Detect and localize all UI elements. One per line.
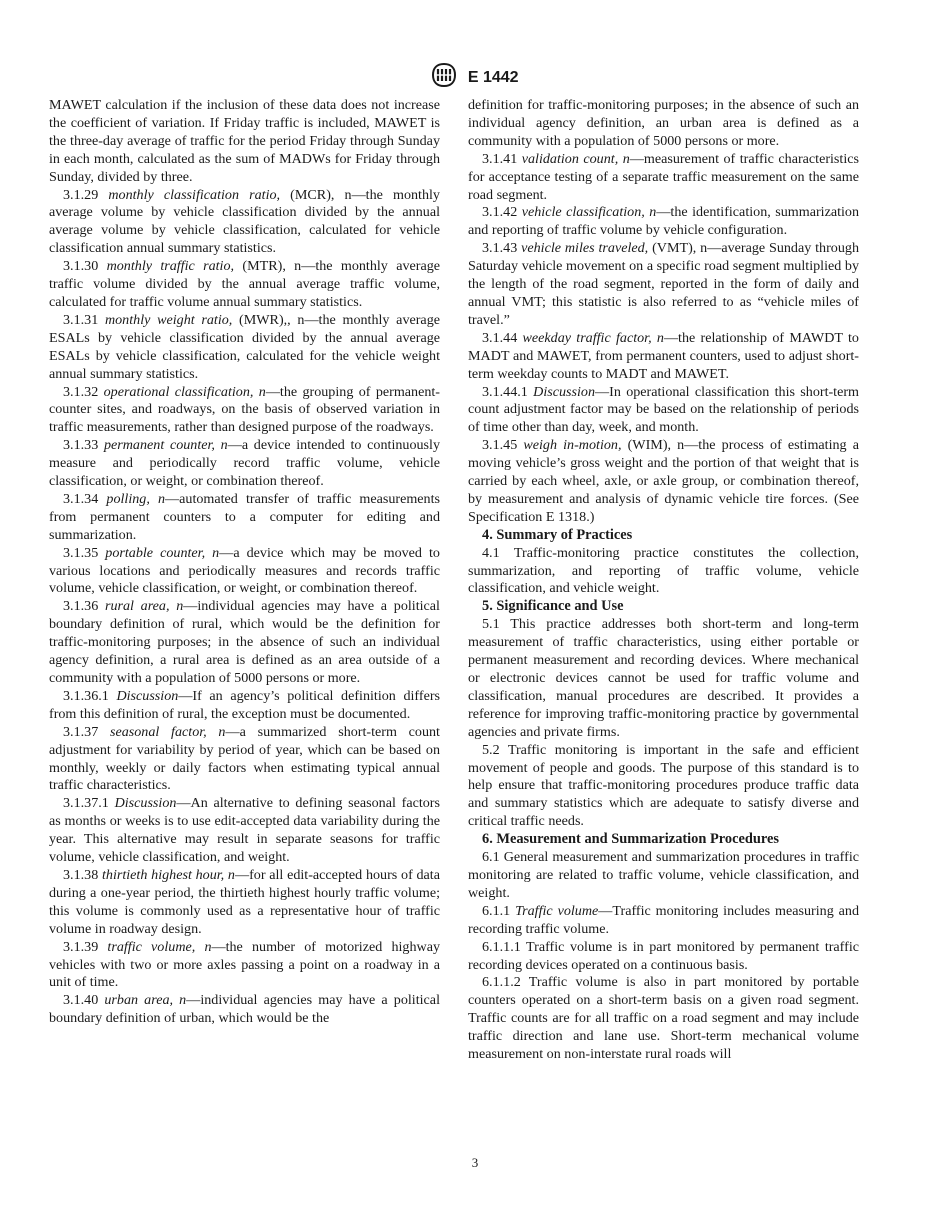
- definition-3-1-36: 3.1.36 rural area, n—individual agencies may have a political boundary definition of rural, which would be the definition for traffic-monitoring purposes; in the absence of such an individual agency definition, a rural area is defined as an area outside of a community with a population of 5000 persons or more.: [49, 598, 440, 686]
- right-column: [468, 97, 859, 1064]
- paragraph-6-1: 6.1 General measurement and summarization procedures in traffic monitoring are related to traffic volume, vehicle classification, and weight.: [468, 849, 859, 901]
- section-heading-5: 5. Significance and Use: [482, 598, 624, 615]
- definition-3-1-31: 3.1.31 monthly weight ratio, (MWR),, n—the monthly average ESALs by vehicle classification divided by the annual average ESALs by vehicle classification, calculated for the vehicle weight annual summary statistics.: [49, 311, 440, 382]
- paragraph-5-1: 5.1 This practice addresses both short-term and long-term measurement of traffic characteristics, using either portable or permanent measurement and recording devices. Where mechanical or electronic devices cannot be used for traffic volume and classification, manual procedures are described. It provides a reference for improving traffic-monitoring practice by governmental agencies and private firms.: [468, 616, 859, 740]
- standard-designation: E 1442: [467, 69, 519, 86]
- definition-3-1-32: 3.1.32 operational classification, n—the grouping of permanent-counter sites, and roadways, on the basis of observed variation in traffic measurements, rather than designed purpose of the roadways.: [49, 383, 440, 436]
- astm-logo-icon: [431, 63, 457, 93]
- definition-3-1-42: 3.1.42 vehicle classification, n—the identification, summarization and reporting of traffic volume by vehicle configuration.: [468, 204, 859, 239]
- left-column: [49, 97, 440, 1028]
- definition-3-1-43: 3.1.43 vehicle miles traveled, (VMT), n—average Sunday through Saturday vehicle movement on a specific road segment multiplied by the length of the road segment, reported in the form of daily and annual VMT; this statistic is also referred to as “vehicle miles of travel.”: [468, 240, 859, 328]
- definition-3-1-29: 3.1.29 monthly classification ratio, (MCR), n—the monthly average volume by vehicle classification divided by the annual average volume by vehicle classification, calculated for vehicle classification annual summary statistics.: [49, 186, 440, 257]
- definition-3-1-38: 3.1.38 thirtieth highest hour, n—for all edit-accepted hours of data during a one-year period, the thirtieth highest hourly traffic volume; this volume is commonly used as a representative hour of traffic volume in roadway design.: [49, 866, 440, 937]
- definition-3-1-39: 3.1.39 traffic volume, n—the number of motorized highway vehicles with two or more axles passing a point on a roadway in a unit of time.: [49, 938, 440, 991]
- definition-3-1-37: 3.1.37 seasonal factor, n—a summarized short-term count adjustment for variability by period of year, which can be based on monthly, weekly or daily factors when estimating typical annual traffic characteristics.: [49, 723, 440, 794]
- paragraph-6-1-1-2: 6.1.1.2 Traffic volume is also in part monitored by portable counters operated on a short-term basis on a given road segment. Traffic counts are for all traffic on a road segment and may include traffic direction and lane use. Short-term mechanical volume measurement on non-interstate rural roads will: [468, 974, 859, 1063]
- paragraph-5-2: 5.2 Traffic monitoring is important in the safe and efficient movement of people and goods. The purpose of this standard is to help ensure that traffic-monitoring procedures produce traffic data and summary statistics which are adequate to satisfy diverse and critical traffic needs.: [468, 741, 859, 830]
- definition-3-1-30: 3.1.30 monthly traffic ratio, (MTR), n—the monthly average traffic volume divided by the annual average traffic volume, calculated for traffic volume annual summary statistics.: [49, 258, 440, 310]
- discussion-3-1-37-1: 3.1.37.1 Discussion—An alternative to defining seasonal factors as months or weeks is to use edit-accepted data variability during the year. This alternative may result in separate seasons for traffic volume, vehicle classification, and weight.: [49, 795, 440, 866]
- paragraph-4-1: 4.1 Traffic-monitoring practice constitutes the collection, summarization, and reporting of traffic volume, vehicle classification, and vehicle weight.: [468, 544, 859, 597]
- definition-3-1-35: 3.1.35 portable counter, n—a device which may be moved to various locations and periodically measures and records traffic volume, vehicle classification, or weight, or combination thereof.: [49, 544, 440, 597]
- section-heading-4: 4. Summary of Practices: [482, 526, 633, 543]
- definition-3-1-34: 3.1.34 polling, n—automated transfer of traffic measurements from permanent counters to a computer for editing and summarization.: [49, 490, 440, 543]
- definition-3-1-44: 3.1.44 weekday traffic factor, n—the relationship of MAWDT to MADT and MAWET, from permanent counters, used to adjust short-term weekday counts to MADT and MAWET.: [468, 329, 859, 382]
- definition-3-1-40: 3.1.40 urban area, n—individual agencies may have a political boundary definition of urban, which would be the: [49, 992, 440, 1027]
- section-heading-6: 6. Measurement and Summarization Procedures: [482, 831, 779, 848]
- page-header: [0, 63, 950, 93]
- definition-3-1-33: 3.1.33 permanent counter, n—a device intended to continuously measure and periodically record traffic volume, vehicle classification, or weight, or combination thereof.: [49, 437, 440, 490]
- paragraph-6-1-1: 6.1.1 Traffic volume—Traffic monitoring includes measuring and recording traffic volume.: [468, 902, 860, 937]
- page-number: 3: [471, 1155, 479, 1170]
- paragraph-6-1-1-1: 6.1.1.1 Traffic volume is in part monitored by permanent traffic recording devices operated on a continuous basis.: [468, 938, 859, 973]
- paragraph: definition for traffic-monitoring purposes; in the absence of such an individual agency definition, an urban area is defined as a community with a population of 5000 persons or more.: [468, 97, 859, 149]
- definition-3-1-45: 3.1.45 weigh in-motion, (WIM), n—the process of estimating a moving vehicle’s gross weight and the portion of that weight that is carried by each wheel, axle, or axle group, or combination thereof, by measurement and analysis of dynamic vehicle tire forces. (See Specification E 1318.): [468, 437, 859, 525]
- discussion-3-1-44-1: 3.1.44.1 Discussion—In operational classification this short-term count adjustment factor may be based on the relationship of periods of time other than day, week, and month.: [468, 383, 860, 436]
- discussion-3-1-36-1: 3.1.36.1 Discussion—If an agency’s political definition differs from this definition of rural, the exception must be documented.: [49, 687, 440, 722]
- paragraph: MAWET calculation if the inclusion of these data does not increase the coefficient of variation. If Friday traffic is included, MAWET is the three-day average of traffic for the period Friday through Sunday in each month, calculated as the sum of MADWs for Friday through Sunday, divided by three.: [49, 97, 440, 185]
- definition-3-1-41: 3.1.41 validation count, n—measurement of traffic characteristics for acceptance testing of a separate traffic measurement on the same road segment.: [468, 150, 859, 203]
